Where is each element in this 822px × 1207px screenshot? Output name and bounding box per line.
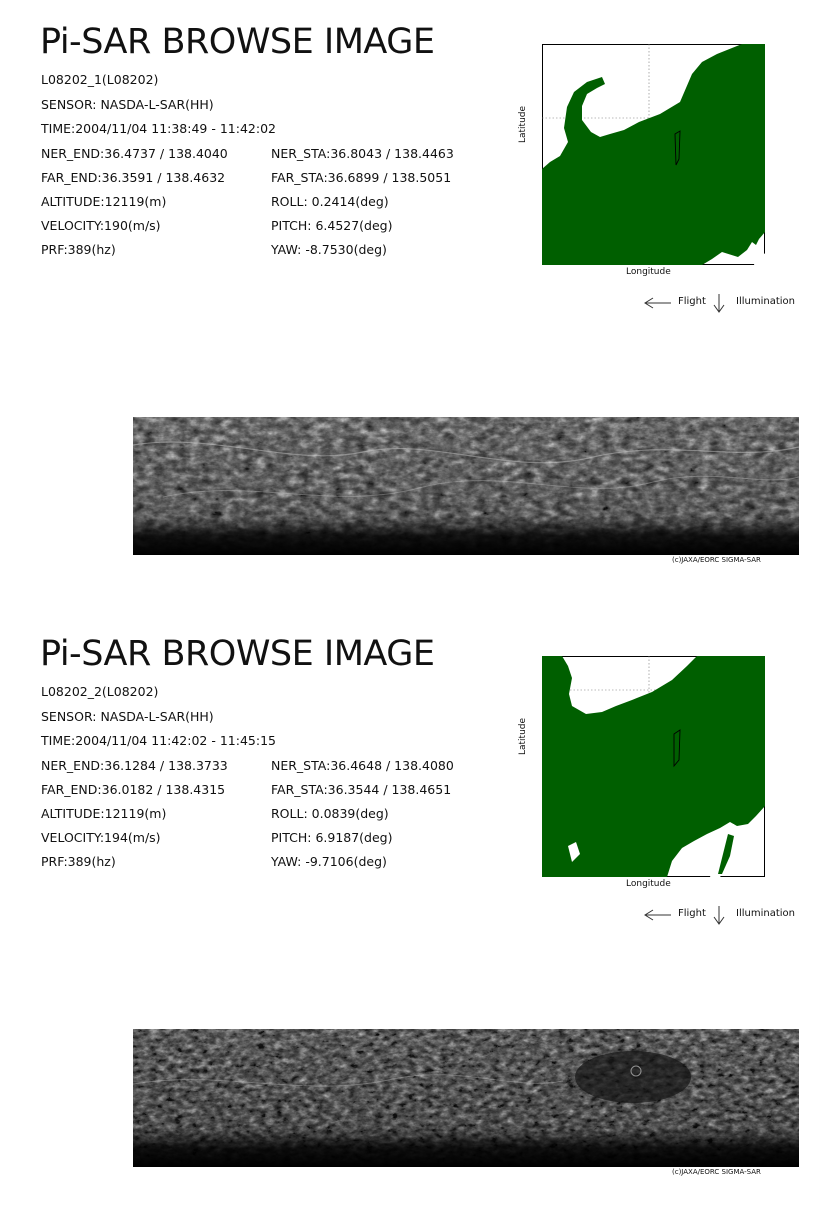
far-end-text: FAR_END:36.3591 / 138.4632: [41, 170, 226, 185]
roll-text: ROLL: 0.0839(deg): [271, 806, 389, 821]
yaw-text: YAW: -9.7106(deg): [271, 854, 387, 869]
ner-sta-text: NER_STA:36.4648 / 138.4080: [271, 758, 454, 773]
altitude-text: ALTITUDE:12119(m): [41, 806, 167, 821]
pitch-text: PITCH: 6.9187(deg): [271, 830, 393, 845]
sar-browse-image: [133, 1029, 799, 1167]
illumination-arrow-icon: [714, 294, 724, 312]
ner-end-text: NER_END:36.4737 / 138.4040: [41, 146, 228, 161]
page-title: Pi-SAR BROWSE IMAGE: [40, 634, 435, 674]
scene-id: L08202_2(L08202): [41, 684, 159, 699]
illumination-label: Illumination: [736, 908, 795, 919]
velocity-text: VELOCITY:194(m/s): [41, 830, 161, 845]
copyright-text: (c)JAXA/EORC SIGMA-SAR: [672, 556, 761, 564]
location-map: [542, 44, 765, 265]
illumination-arrow-icon: [714, 906, 724, 924]
pitch-text: PITCH: 6.4527(deg): [271, 218, 393, 233]
far-sta-text: FAR_STA:36.6899 / 138.5051: [271, 170, 452, 185]
longitude-label: Longitude: [626, 267, 671, 277]
latitude-label: Latitude: [518, 717, 528, 755]
yaw-text: YAW: -8.7530(deg): [271, 242, 387, 257]
far-sta-text: FAR_STA:36.3544 / 138.4651: [271, 782, 452, 797]
scene-id: L08202_1(L08202): [41, 72, 159, 87]
flight-arrow-icon: [645, 298, 671, 308]
copyright-text: (c)JAXA/EORC SIGMA-SAR: [672, 1168, 761, 1176]
time-text: TIME:2004/11/04 11:38:49 - 11:42:02: [41, 121, 276, 136]
flight-label: Flight: [678, 908, 706, 919]
page-title: Pi-SAR BROWSE IMAGE: [40, 22, 435, 62]
roll-text: ROLL: 0.2414(deg): [271, 194, 389, 209]
location-map: [542, 656, 765, 877]
velocity-text: VELOCITY:190(m/s): [41, 218, 161, 233]
sensor-text: SENSOR: NASDA-L-SAR(HH): [41, 97, 214, 112]
flight-arrow-icon: [645, 910, 671, 920]
prf-text: PRF:389(hz): [41, 854, 116, 869]
browse-section-1: [0, 0, 822, 595]
latitude-label: Latitude: [518, 105, 528, 143]
ner-sta-text: NER_STA:36.8043 / 138.4463: [271, 146, 454, 161]
sensor-text: SENSOR: NASDA-L-SAR(HH): [41, 709, 214, 724]
sar-browse-image: [133, 417, 799, 555]
time-text: TIME:2004/11/04 11:42:02 - 11:45:15: [41, 733, 276, 748]
flight-label: Flight: [678, 296, 706, 307]
ner-end-text: NER_END:36.1284 / 138.3733: [41, 758, 228, 773]
altitude-text: ALTITUDE:12119(m): [41, 194, 167, 209]
prf-text: PRF:389(hz): [41, 242, 116, 257]
far-end-text: FAR_END:36.0182 / 138.4315: [41, 782, 226, 797]
browse-section-2: [0, 612, 822, 1207]
longitude-label: Longitude: [626, 879, 671, 889]
illumination-label: Illumination: [736, 296, 795, 307]
